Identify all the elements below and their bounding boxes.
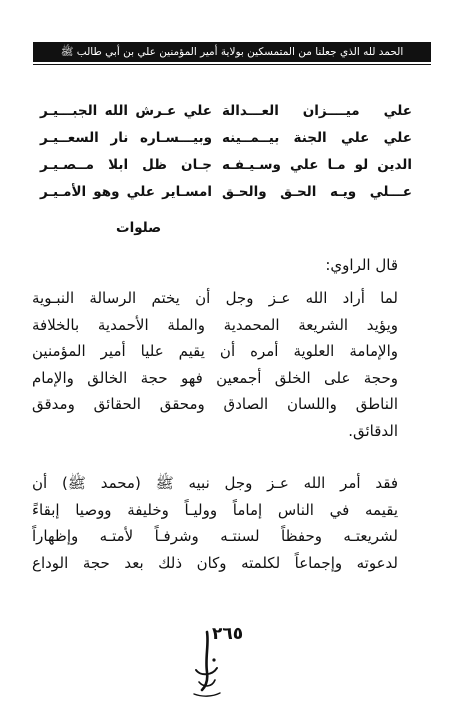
text-line: الناطق واللسان الصادق ومحقق الحقائق ومدقق: [32, 395, 398, 413]
verse-row: [40, 98, 412, 125]
page-number: ٢٦٥: [212, 624, 244, 644]
narrator-heading: قال الراوي:: [325, 256, 398, 274]
running-header: [33, 42, 431, 62]
text-line: لشريعتـه وحفظاً لسنتـه وشرفـاً لأمتـه وإظهاراً: [32, 527, 398, 545]
calligraphy-logo-icon: [190, 630, 224, 698]
verse-row: [40, 179, 412, 206]
paragraph-2: [32, 470, 398, 576]
running-title: الحمد لله الذي جعلنا من المتمسكين بولاية أمير المؤمنين علي بن أبي طالب ﷺ: [60, 46, 404, 58]
header-rule: [33, 64, 431, 65]
text-line: يقيمه في الناس إماماً ووليـاً وخليفة ووصيا إبقاءً: [32, 500, 398, 519]
verse-second-hemistich: علي عـرش الله الجبـــيـر: [40, 103, 212, 119]
paragraph-1: [32, 285, 398, 444]
verse-first-hemistich: علي علي الجنة بيــمــينه: [222, 130, 412, 146]
text-line: لما أراد الله عـز وجل أن يختم الرسالة النبـوية: [32, 289, 398, 307]
verse-second-hemistich: امسـاير علي وهو الأمـيـر: [40, 184, 212, 200]
text-line: وحجة على الخلق أجمعين فهو حجة الخالق والإمام: [32, 368, 398, 387]
text-line: ويؤيد الشريعة المحمدية والملة الأحمدية بالخلافة: [32, 315, 398, 334]
poem: [40, 98, 412, 206]
verse-first-hemistich: عـــلي ويـه الحـق والحـق: [222, 184, 412, 200]
verse-first-hemistich: الدين لو مـا علي وسـيـفـه: [222, 157, 412, 173]
text-line: والإمامة العلوية أمره أن يقيم عليا أمير المؤمنين: [32, 342, 398, 360]
verse-row: [40, 125, 412, 152]
verse-row: [40, 152, 412, 179]
verse-second-hemistich: وبيـــسـاره نار السعــيـر: [40, 130, 212, 146]
poem-closing: صلوات: [116, 220, 162, 236]
verse-second-hemistich: جـان ظل ابلا مــصـيـر: [40, 157, 212, 173]
text-line: الدقائق.: [348, 421, 398, 440]
text-line: لدعوته وإجماعاً لكلمته وكان ذلك بعد حجة الوداع: [32, 553, 398, 572]
text-line: فقد أمر الله عـز وجل نبيه ﷺ (محمد ﷺ) أن: [32, 474, 398, 492]
verse-first-hemistich: علي ميــــزان العـــدالة: [222, 103, 412, 119]
